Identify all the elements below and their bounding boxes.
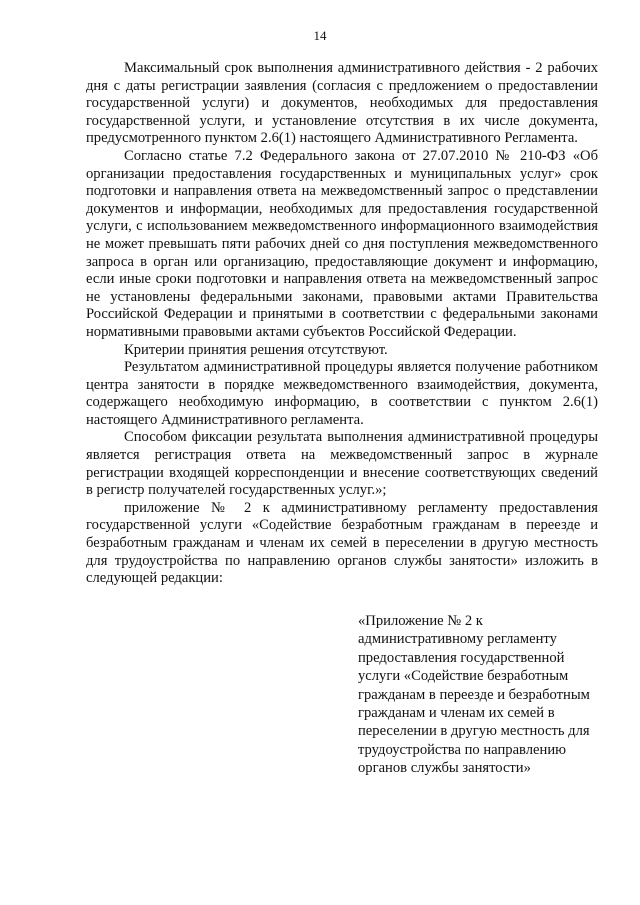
page-number: 14 [313, 28, 327, 43]
appendix-heading: «Приложение № 2 к административному регламенту предоставления государственной услуги «Содействие безработным гражданам в переезде и безработным гражданам и членам их семей в переселении в другую местность для трудоустройства по направлению органов службы занятости» [358, 613, 590, 777]
document-body [86, 60, 598, 588]
paragraph-fixation: Способом фиксации результата выполнения административной процедуры является регистрация ответа на межведомственный запрос в журнале регистрации входящей корреспонденции и внесение соответствующих сведений в регистр получателей государственных услуг.»; [86, 429, 598, 499]
paragraph-deadline: Максимальный срок выполнения административного действия - 2 рабочих дня с даты регистрации заявления (согласия с предложением о предоставлении государственной услуги) и документов, необходимых для предоставления государственной услуги, и установление отсутствия в их числе документа, предусмотренного пунктом 2.6(1) настоящего Административного Регламента. [86, 60, 598, 147]
paragraph-federal-law: Согласно статье 7.2 Федерального закона от 27.07.2010 № 210-ФЗ «Об организации предоставления государственных и муниципальных услуг» срок подготовки и направления ответа на межведомственный запрос о представлении документов и информации, необходимых для предоставления государственной услуги, с использованием межведомственного информационного взаимодействия не может превышать пяти рабочих дней со дня поступления межведомственного запроса в орган или организацию, предоставляющие документ и информацию, если иные сроки подготовки и направления ответа на межведомственный запрос не установлены федеральными законами, правовыми актами Правительства Российской Федерации и принятыми в соответствии с федеральными законами нормативными правовыми актами субъектов Российской Федерации. [86, 147, 598, 340]
paragraph-result: Результатом административной процедуры является получение работником центра занятости в порядке межведомственного взаимодействия, документа, содержащего необходимую информацию, в соответствии с пунктом 2.6(1) настоящего Административного регламента. [86, 359, 598, 428]
paragraph-criteria: Критерии принятия решения отсутствуют. [124, 341, 388, 358]
paragraph-appendix-amendment: приложение № 2 к административному регламенту предоставления государственной услуги «Содействие безработным гражданам в переезде и безработным гражданам и членам их семей в переселении в другую местность для трудоустройства по направлению органов службы занятости» изложить в следующей редакции: [86, 499, 598, 587]
